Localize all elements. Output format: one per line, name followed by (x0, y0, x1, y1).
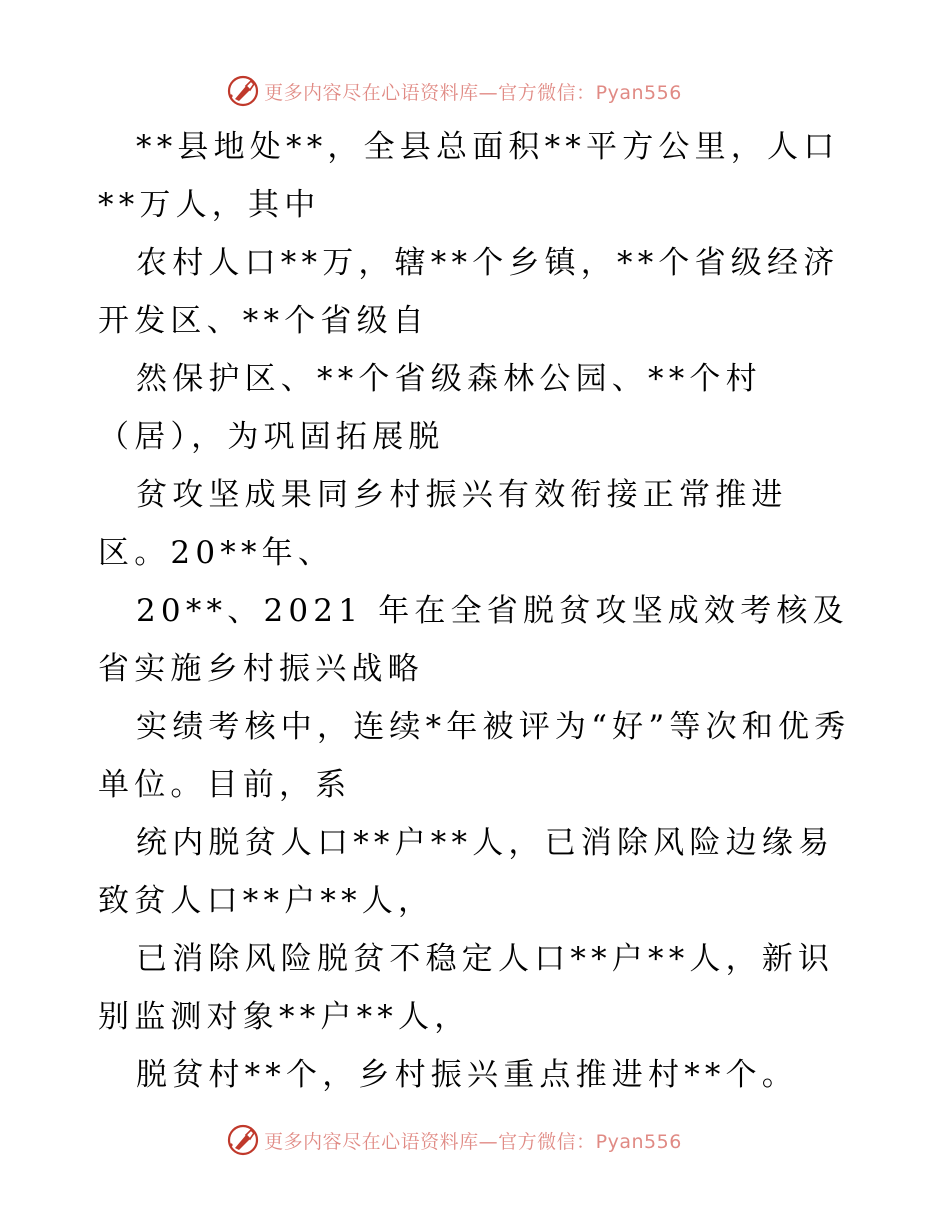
paragraph-9 (98, 1046, 858, 1104)
header-watermark (0, 71, 950, 111)
paragraph-line: 为巩固拓展脱 (227, 419, 445, 455)
paragraph-line: 已消除风险脱贫不稳定人口**户**人，新识别监 (98, 941, 835, 1035)
watermark-contact: 官方微信：Pyan556 (498, 1130, 682, 1153)
paragraph-line: 实绩考核中，连续*年被评为“好”等次和优秀 (136, 709, 851, 745)
paragraph-7 (98, 814, 858, 930)
paragraph-line: 20**年、 (170, 535, 335, 571)
paragraph-2 (98, 234, 858, 350)
watermark-text (264, 1127, 682, 1154)
paragraph-line: 20**、2021 年在全省脱贫攻坚成效考核及省实 (98, 593, 849, 687)
paragraph-line: 人，其中 (175, 187, 321, 223)
watermark-title: 更多内容尽在心语资料库 (264, 81, 479, 104)
paragraph-line: 统内脱贫人口**户**人，已消除风险边缘易致贫 (98, 825, 835, 919)
paragraph-1 (98, 118, 858, 234)
watermark-contact: 官方微信：Pyan556 (498, 81, 682, 104)
paragraph-line: 人口**户**人， (170, 883, 435, 919)
paragraph-line: **县地处**，全县总面积**平方公里，人口**万 (98, 129, 840, 223)
footer-watermark (0, 1120, 950, 1160)
paragraph-line: 农村人口**万，辖**个乡镇，**个省级经济开发 (98, 245, 840, 339)
watermark-separator: — (478, 81, 499, 104)
paragraph-line: 脱贫村**个，乡村振兴重点推进村**个。 (136, 1057, 798, 1093)
paragraph-line: 贫攻坚成果同乡村振兴有效衔接正常推进区。 (98, 477, 788, 571)
paragraph-8 (98, 930, 858, 1046)
watermark-text (264, 78, 682, 105)
pen-nib-logo-icon (226, 1123, 260, 1157)
pen-nib-logo-icon (226, 74, 260, 108)
paragraph-line: 区、**个省级自 (170, 303, 430, 339)
paragraph-5 (98, 582, 858, 698)
paragraph-line: 然保护区、**个省级森林公园、**个村（居）， (98, 361, 762, 455)
paragraph-line: 施乡村振兴战略 (170, 651, 424, 687)
paragraph-line: 测对象**户**人， (170, 999, 471, 1035)
paragraph-6 (98, 698, 858, 814)
watermark-separator: — (478, 1130, 499, 1153)
document-body (98, 118, 858, 1104)
paragraph-line: 单位。目前，系 (98, 767, 352, 803)
watermark-title: 更多内容尽在心语资料库 (264, 1130, 479, 1153)
paragraph-4 (98, 466, 858, 582)
paragraph-3 (98, 350, 858, 466)
